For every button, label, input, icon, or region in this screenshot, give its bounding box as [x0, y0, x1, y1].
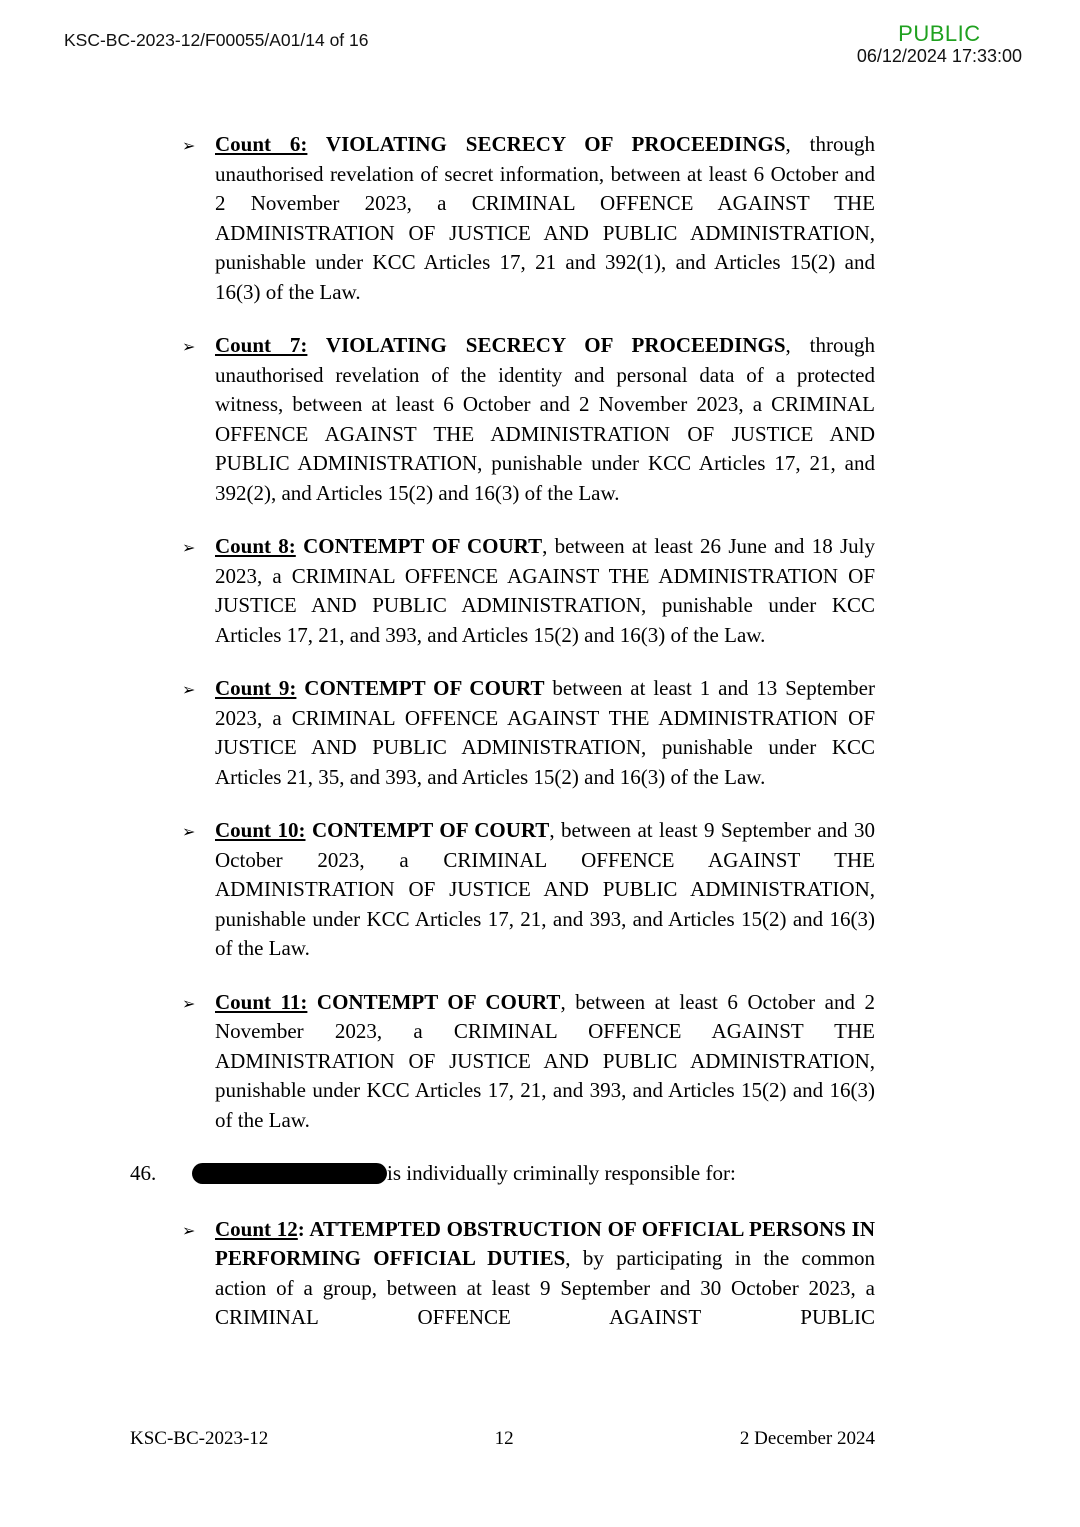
count-item-6 — [182, 130, 875, 307]
header-doc-reference: KSC-BC-2023-12/F00055/A01/14 of 16 — [64, 30, 369, 50]
count-12-paragraph — [215, 1215, 875, 1333]
arrow-bullet-icon: ➢ — [182, 822, 196, 841]
paragraph-number: 46. — [130, 1161, 157, 1185]
count-item-10 — [182, 816, 876, 964]
count-9-body-text: between at least 1 and 13 September 2023, a CRIMINAL OFFENCE AGAINST THE ADMINISTRATION OF JUSTICE AND PUBLIC ADMINISTRATION, punishable under KCC Articles 21, 35, and 393, and Articles 15(2) and 16(3) of the Law. — [215, 676, 876, 789]
count-item-11 — [182, 988, 875, 1136]
paragraph-46-text: is individually criminally responsible for: — [387, 1161, 736, 1185]
count-12-label-suffix: : — [297, 1216, 305, 1241]
count-10-paragraph — [215, 816, 875, 964]
header-timestamp: 06/12/2024 17:33:00 — [856, 46, 1022, 66]
count-11-body-text: , between at least 6 October and 2 November 2023, a CRIMINAL OFFENCE AGAINST THE ADMINISTRATION OF JUSTICE AND PUBLIC ADMINISTRATION, punishable under KCC Articles 17, 21, and 393, and Articles 15(2) and 16(3) of the Law. — [215, 989, 875, 1132]
arrow-bullet-icon: ➢ — [182, 136, 196, 155]
count-6-body-text: , through unauthorised revelation of secret information, between at least 6 October and 2 November 2023, a CRIMINAL OFFENCE AGAINST THE ADMINISTRATION OF JUSTICE AND PUBLIC ADMINISTRATION, punishable under KCC Articles 17, 21 and 392(1), and Articles 15(2) and 16(3) of the Law. — [215, 132, 875, 304]
count-8-label: Count 8: — [215, 534, 296, 558]
count-7-label: Count 7: — [215, 333, 308, 357]
count-8-body-text: , between at least 26 June and 18 July 2023, a CRIMINAL OFFENCE AGAINST THE ADMINISTRATION OF JUSTICE AND PUBLIC ADMINISTRATION, punishable under KCC Articles 17, 21, and 393, and Articles 15(2) and 16(3) of the Law. — [215, 534, 875, 647]
count-item-12 — [182, 1215, 876, 1333]
redaction-bar — [192, 1163, 387, 1184]
count-9-paragraph — [215, 674, 875, 792]
count-7-offence: VIOLATING SECRECY OF PROCEEDINGS — [307, 333, 786, 357]
count-6-offence: VIOLATING SECRECY OF PROCEEDINGS — [307, 132, 786, 156]
count-item-8 — [182, 532, 875, 650]
paragraph-46 — [130, 1159, 875, 1189]
count-9-label: Count 9: — [215, 676, 297, 700]
count-item-7 — [182, 331, 875, 508]
count-11-offence: CONTEMPT OF COURT — [307, 989, 561, 1014]
count-8-offence: CONTEMPT OF COURT — [295, 534, 543, 558]
count-10-offence: CONTEMPT OF COURT — [305, 818, 550, 842]
count-11-label: Count 11: — [215, 989, 308, 1014]
count-6-label: Count 6: — [215, 132, 308, 156]
arrow-bullet-icon: ➢ — [182, 538, 196, 557]
count-12-offence: ATTEMPTED OBSTRUCTION OF OFFICIAL PERSONS IN PERFORMING OFFICIAL DUTIES — [215, 1216, 875, 1270]
count-8-paragraph — [215, 532, 875, 650]
arrow-bullet-icon: ➢ — [182, 680, 196, 699]
arrow-bullet-icon: ➢ — [182, 1220, 196, 1240]
count-7-paragraph — [215, 331, 875, 508]
footer-date: 2 December 2024 — [739, 1428, 875, 1449]
classification-label: PUBLIC — [898, 21, 981, 46]
footer-page-number: 12 — [494, 1428, 514, 1449]
page-footer — [130, 1428, 875, 1450]
count-6-paragraph — [215, 130, 875, 307]
count-7-body-text: , through unauthorised revelation of the identity and personal data of a protected witness, between at least 6 October and 2 November 2023, a CRIMINAL OFFENCE AGAINST THE ADMINISTRATION OF JUSTICE AND PUBLIC ADMINISTRATION, punishable under KCC Articles 17, 21, and 392(2), and Articles 15(2) and 16(3) of the Law. — [215, 333, 875, 505]
document-body — [0, 130, 1080, 1357]
count-9-offence: CONTEMPT OF COURT — [296, 676, 545, 700]
footer-case-number: KSC-BC-2023-12 — [130, 1428, 269, 1449]
count-12-body-text: , by participating in the common action of a group, between at least 9 September and 30 October 2023, a CRIMINAL OFFENCE AGAINST PUBLIC — [215, 1246, 876, 1329]
arrow-bullet-icon: ➢ — [182, 337, 196, 356]
count-11-paragraph — [215, 988, 875, 1136]
count-10-body-text: , between at least 9 September and 30 October 2023, a CRIMINAL OFFENCE AGAINST THE ADMINISTRATION OF JUSTICE AND PUBLIC ADMINISTRATION, punishable under KCC Articles 17, 21, and 393, and Articles 15(2) and 16(3) of the Law. — [215, 818, 876, 960]
count-item-9 — [182, 674, 876, 792]
count-12-label: Count 12 — [215, 1216, 298, 1241]
header-classification-block — [857, 22, 1022, 66]
count-10-label: Count 10: — [215, 818, 306, 842]
arrow-bullet-icon: ➢ — [182, 993, 196, 1013]
